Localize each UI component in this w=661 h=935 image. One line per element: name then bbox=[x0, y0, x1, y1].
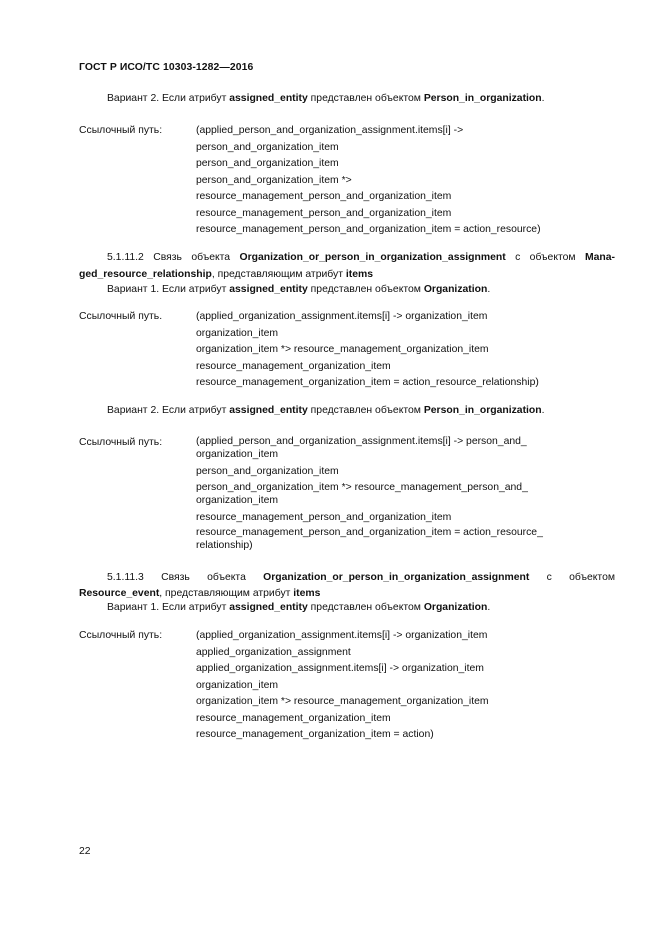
reference-path-line: resource_management_organization_item = action_resource_relationship) bbox=[196, 377, 539, 388]
attribute-name: assigned_entity bbox=[229, 601, 308, 613]
punctuation: . bbox=[541, 93, 545, 104]
reference-path-line: applied_organization_assignment bbox=[196, 646, 351, 658]
object-name: Person_in_organization bbox=[423, 93, 542, 104]
reference-path-line: organization_item bbox=[196, 679, 279, 691]
variant-text: представлен объектом bbox=[307, 93, 424, 104]
variant-text: Вариант 2. Если атрибут bbox=[107, 93, 230, 104]
heading-text: с объектом bbox=[505, 252, 585, 263]
reference-path-line: (applied_organization_assignment.items[i] -> organization_item bbox=[196, 311, 488, 322]
object-name: Organization bbox=[423, 601, 488, 613]
section-number: 5.1.11.2 bbox=[107, 252, 144, 263]
reference-path-line: person_and_organization_item bbox=[196, 158, 339, 169]
reference-path-lines bbox=[196, 435, 586, 552]
heading-line bbox=[79, 267, 615, 284]
object-name: Organization bbox=[423, 284, 488, 295]
object-name: Organization_or_person_in_organization_assignment bbox=[239, 252, 506, 263]
variant-paragraph bbox=[79, 600, 615, 617]
heading-line bbox=[79, 570, 615, 587]
heading-line bbox=[79, 250, 615, 267]
reference-path-line: resource_management_person_and_organization_item = action_resource) bbox=[196, 224, 541, 235]
reference-path-lines bbox=[196, 628, 586, 744]
attribute-name: items bbox=[293, 587, 321, 599]
variant-text: Вариант 2. Если атрибут bbox=[107, 405, 230, 416]
punctuation: . bbox=[487, 601, 491, 613]
punctuation: . bbox=[541, 405, 545, 416]
object-name: Mana- bbox=[584, 252, 615, 263]
reference-path-label: Ссылочный путь: bbox=[79, 125, 163, 136]
object-name: Organization_or_person_in_organization_assignment bbox=[263, 572, 530, 583]
reference-path-line: (applied_organization_assignment.items[i] -> organization_item bbox=[196, 630, 488, 641]
variant-paragraph bbox=[79, 403, 643, 420]
heading-text: Связь объекта bbox=[143, 572, 264, 583]
reference-path-lines bbox=[196, 123, 586, 239]
variant-text: представлен объектом bbox=[307, 284, 424, 295]
reference-path-label: Ссылочный путь: bbox=[79, 630, 163, 641]
variant-text: представлен объектом bbox=[307, 601, 424, 613]
reference-path-line: resource_management_organization_item bbox=[196, 712, 391, 724]
reference-path-line: resource_management_organization_item = action) bbox=[196, 729, 434, 740]
reference-path-line: applied_organization_assignment.items[i] -> organization_item bbox=[196, 663, 484, 674]
variant-paragraph bbox=[79, 91, 643, 108]
section-number: 5.1.11.3 bbox=[107, 572, 144, 583]
reference-path-line: organization_item *> resource_management_organization_item bbox=[196, 696, 489, 707]
heading-text: , представляющим атрибут bbox=[211, 268, 346, 280]
reference-path-line: (applied_person_and_organization_assignment.items[i] -> person_and_ bbox=[196, 436, 527, 447]
variant-text: Вариант 1. Если атрибут bbox=[107, 284, 230, 295]
heading-text: с объектом bbox=[529, 572, 615, 583]
punctuation: . bbox=[487, 284, 491, 295]
section-heading-5-1-11-2 bbox=[79, 250, 615, 299]
attribute-name: assigned_entity bbox=[229, 405, 308, 416]
object-name: Resource_event bbox=[79, 587, 160, 599]
reference-path-line: organization_item bbox=[196, 327, 279, 339]
variant-text: представлен объектом bbox=[307, 405, 424, 416]
document-header: ГОСТ Р ИСО/ТС 10303-1282—2016 bbox=[79, 62, 254, 73]
reference-path-line: organization_item bbox=[196, 494, 279, 506]
reference-path-line: person_and_organization_item *> resource_management_person_and_ bbox=[196, 481, 528, 493]
reference-path-line: resource_management_person_and_organization_item = action_resource_ bbox=[196, 527, 543, 538]
attribute-name: assigned_entity bbox=[229, 284, 308, 295]
heading-text: , представляющим атрибут bbox=[159, 587, 294, 599]
reference-path-line: resource_management_person_and_organization_item bbox=[196, 207, 452, 219]
reference-path-label: Ссылочный путь: bbox=[79, 437, 163, 448]
reference-path-line: (applied_person_and_organization_assignment.items[i] -> bbox=[196, 125, 464, 136]
reference-path-lines bbox=[196, 309, 586, 392]
heading-text: Связь объекта bbox=[143, 252, 240, 263]
variant-text: Вариант 1. Если атрибут bbox=[107, 601, 230, 613]
variant-paragraph bbox=[79, 282, 615, 299]
reference-path-line: organization_item *> resource_management_organization_item bbox=[196, 344, 489, 355]
object-name: Person_in_organization bbox=[423, 405, 542, 416]
reference-path-line: relationship) bbox=[196, 540, 253, 551]
reference-path-line: person_and_organization_item *> bbox=[196, 174, 352, 186]
reference-path-line: person_and_organization_item bbox=[196, 141, 339, 153]
page-number: 22 bbox=[79, 846, 91, 857]
attribute-name: items bbox=[345, 268, 373, 280]
reference-path-line: resource_management_person_and_organization_item bbox=[196, 511, 452, 523]
reference-path-line: person_and_organization_item bbox=[196, 466, 339, 477]
reference-path-line: resource_management_organization_item bbox=[196, 360, 391, 372]
object-name: ged_resource_relationship bbox=[79, 268, 212, 280]
reference-path-label: Ссылочный путь. bbox=[79, 311, 163, 322]
attribute-name: assigned_entity bbox=[229, 93, 308, 104]
reference-path-line: resource_management_person_and_organization_item bbox=[196, 191, 452, 202]
section-heading-5-1-11-3 bbox=[79, 570, 615, 616]
heading-line bbox=[79, 587, 615, 600]
reference-path-line: organization_item bbox=[196, 449, 279, 460]
